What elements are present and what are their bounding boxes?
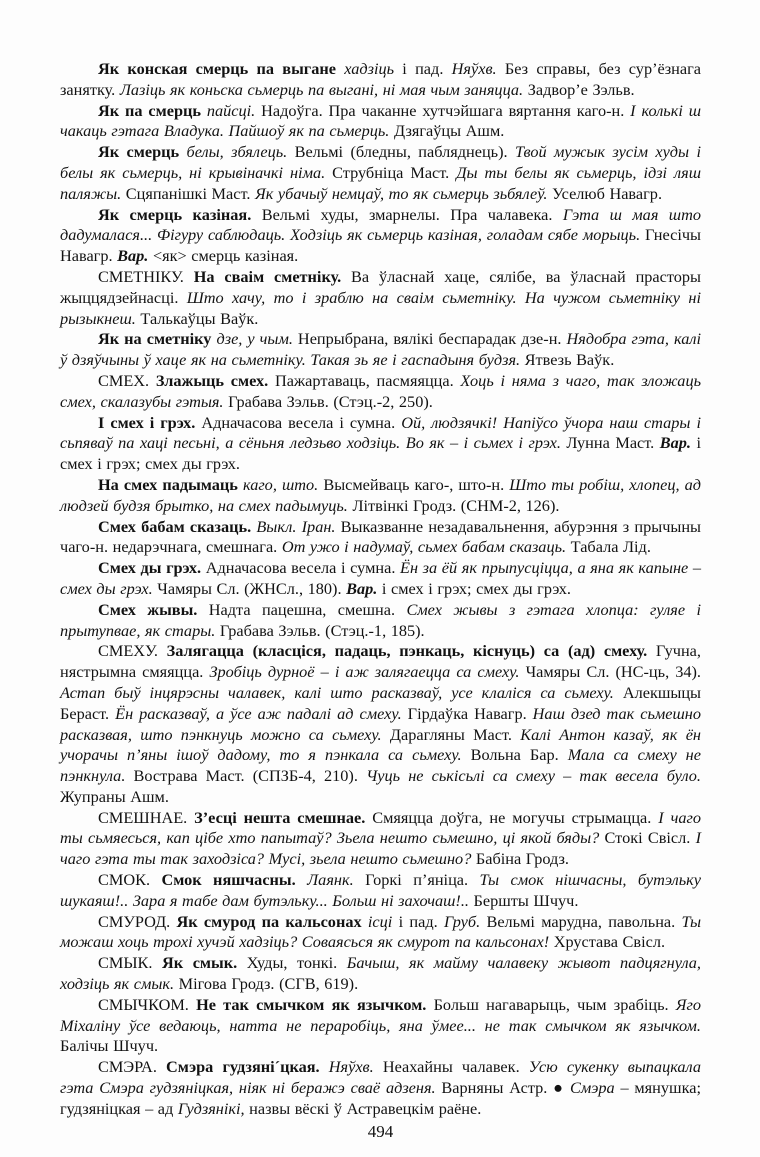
text-segment: Лунна Маст.: [560, 433, 660, 453]
text-segment: Ён за ёй як прыпусціцца, а яна як капыне – смех ды грэх.: [60, 558, 702, 598]
text-segment: Ты можаш хоць трохі хучэй хадзіць? Соваясься як смурот па кальсонах!: [60, 911, 701, 952]
dictionary-entry: [60, 808, 701, 870]
text-segment: Што хачу, то і зраблю на сваім сьметніку. На чужом сьметніку ні рызыкнеш.: [60, 287, 701, 328]
text-segment: Талькаўцы Ваўк.: [135, 308, 259, 328]
text-segment: Алекшыцы Бераст.: [60, 682, 701, 723]
text-segment: СМЕХУ.: [98, 641, 167, 661]
dictionary-entry: [60, 205, 701, 267]
text-segment: Горкі п’яніца.: [353, 870, 480, 890]
text-segment: Выказванне незадавальнення, абурэння з прычыны чаго-н. недарэчнага, смешнага.: [60, 516, 701, 557]
text-segment: белы, збялець.: [186, 142, 288, 162]
text-segment: Варняны Астр. ●: [435, 1078, 570, 1098]
text-segment: І смех і грэх.: [98, 412, 202, 432]
text-segment: Дарагляны Маст.: [381, 724, 521, 744]
text-segment: Смяяцца доўга, не могучы стрымацца.: [372, 807, 659, 827]
dictionary-entry: [60, 142, 701, 204]
text-segment: СМЕХ.: [98, 370, 156, 390]
text-segment: Астап быў інцярэсны чалавек, калі што расказваў, усе клаліся са сьмеху.: [60, 682, 614, 702]
dictionary-entry: [60, 870, 701, 912]
text-segment: Ва ўласнай хаце, сялібе, ва ўласнай прасторы жыццядзейнасці.: [60, 266, 701, 307]
text-segment: Літвінкі Гродз. (СНМ-2, 126).: [347, 495, 560, 515]
text-segment: І колькі ш чакаць гэтага Владука. Пайшоў як па сьмерць.: [60, 100, 702, 141]
text-segment: Вольна Бар.: [461, 745, 568, 765]
text-segment: і пад.: [394, 59, 452, 78]
dictionary-entry: [60, 475, 701, 517]
text-segment: Мала са смеху не пэнкнула.: [60, 745, 701, 786]
text-segment: Як смерць казіная.: [98, 204, 262, 224]
text-segment: Смэра гудзяні´цкая.: [166, 1057, 329, 1077]
text-segment: Неахайны чалавек.: [373, 1057, 529, 1077]
text-segment: Дзягаўцы Ашм.: [389, 121, 505, 141]
text-segment: Нядобра гэта, калі ў дзяўчыны ў хаце як на сьметніку. Такая зь яе і гаспадыня будзя.: [60, 329, 701, 370]
text-segment: Чамяры Сл. (ЖНСл., 180).: [152, 578, 347, 598]
text-segment: Ты смок нішчасны, бутэльку шукаяш!.. Зара я табе дам бутэльку... Больш ні захочаш!..: [60, 870, 702, 910]
text-segment: Адначасова весела і сумна.: [205, 558, 401, 578]
text-segment: Злажыць смех.: [155, 370, 275, 390]
text-segment: Бачыш, як майму чалавеку жывот падцягнула, ходзіць як смык.: [60, 953, 701, 994]
text-segment: Ой, людзячкі! Напіўсо ўчора наш стары і сьпяваў па хаці песьні, а сёньня ледзьво ходзіць. Во як – і сьмех і грэх.: [60, 412, 701, 453]
dictionary-entry: [60, 59, 701, 101]
dictionary-entry: [60, 641, 701, 807]
text-segment: Усю сукенку выпацкала гэта Смэра гудзяніцкая, ніяк ні беражэ сваё адзеня.: [60, 1057, 701, 1098]
text-segment: і пад.: [392, 911, 444, 931]
text-segment: Няўхв.: [451, 59, 497, 78]
text-segment: Наш дзед так сьмешно расказвая, што пэнкнуць можно са сьмеху.: [60, 703, 701, 744]
text-segment: пайсці.: [206, 100, 256, 120]
text-segment: Твой мужык зусім худы і белы як сьмерць, ні крывіначкі німа.: [60, 142, 701, 182]
dictionary-entry: [60, 267, 701, 329]
text-segment: Як па смерць: [98, 100, 207, 120]
text-segment: Задвор’е Зэльв.: [523, 79, 635, 99]
text-segment: Ятвезь Ваўк.: [520, 350, 615, 370]
text-segment: Выкл. Іран.: [256, 516, 336, 536]
text-segment: Лазіць як коньска сьмерць па выгані, ні мая чым заняцца.: [119, 79, 524, 99]
text-segment: Што ты робіш, хлопец, ад людзей будзя брытко, на смех падымуць.: [60, 474, 701, 515]
text-segment: На смех падымаць: [98, 474, 243, 494]
text-segment: Груб.: [443, 911, 481, 931]
text-segment: Зробіць дурноё – і аж залягаецца са смеху.: [209, 662, 520, 682]
text-segment: Вельмі худы, змарнелы. Пра чалавека.: [261, 204, 563, 224]
text-segment: Уселюб Навагр.: [547, 183, 663, 203]
text-segment: Гудзянікі,: [177, 1098, 245, 1118]
text-segment: Гэта ш мая што дадумалася... Фігуру саблюдаць. Ходзіць як сьмерць казіная, голадам сябе морыць.: [60, 204, 701, 245]
text-segment: Стокі Свісл.: [599, 828, 696, 848]
text-segment: Вар.: [346, 578, 378, 598]
text-segment: Надоўга. Пра чаканне хутчэйшага вяртання каго-н.: [255, 100, 631, 120]
text-segment: Гнесічы Навагр.: [60, 225, 701, 266]
text-segment: СМЫЧКОМ.: [98, 994, 197, 1014]
dictionary-entry: [60, 995, 701, 1057]
dictionary-entry: [60, 329, 701, 371]
text-segment: і смех і грэх; смех ды грэх.: [60, 433, 701, 474]
text-segment: Мігова Гродз. (СГВ, 619).: [174, 974, 359, 994]
dictionary-entry: [60, 101, 701, 143]
text-segment: Вар.: [659, 433, 691, 453]
text-segment: Смэра: [569, 1078, 615, 1098]
dictionary-entry: [60, 517, 701, 559]
text-segment: Хоць і няма з чаго, так зложаць смех, скалазубы гэтыя.: [60, 370, 701, 411]
text-segment: Ён расказваў, а ўсе аж падалі ад смеху.: [115, 703, 402, 723]
dictionary-entry: [60, 953, 701, 995]
text-segment: Як убачыў немцаў, то як сьмерць зьбялеў.: [255, 183, 548, 203]
text-segment: Непрыбрана, вялікі беспарадак дзе-н.: [292, 329, 567, 349]
dictionary-entry: [60, 413, 701, 475]
text-segment: Смех жывы з гэтага хлопца: гуляе і прытупвае, як стары.: [60, 599, 702, 640]
text-segment: Як смык.: [162, 953, 247, 973]
text-segment: СМЭРА.: [98, 1057, 167, 1077]
text-segment: Адначасова весела і сумна.: [201, 412, 402, 432]
page-number: 494: [367, 1121, 394, 1141]
dictionary-entry: [60, 912, 701, 954]
text-segment: Вельмі (бледны, пабляднець).: [287, 142, 515, 162]
text-segment: Грабава Зэльв. (Стэц.-1, 185).: [215, 620, 425, 640]
text-segment: Худы, тонкі.: [246, 953, 347, 973]
text-segment: Надта пацешна, смешна.: [208, 599, 407, 619]
text-segment: <як> смерць казіная.: [148, 246, 299, 266]
text-segment: Пажартаваць, пасмяяцца.: [274, 370, 461, 390]
text-segment: Як конская смерць па выгане: [98, 59, 345, 78]
text-segment: Смех жывы.: [98, 599, 209, 619]
dictionary-entry: [60, 558, 701, 600]
text-segment: Табала Лід.: [566, 537, 651, 557]
text-segment: Лаянк.: [307, 870, 354, 890]
text-segment: ісці: [367, 911, 393, 931]
text-segment: дзе, у чым.: [216, 329, 293, 349]
text-segment: Балічы Шчуч.: [60, 1036, 159, 1056]
text-segment: СМЫК.: [98, 953, 163, 973]
text-segment: і смех і грэх; смех ды грэх.: [377, 578, 571, 598]
text-segment: СМОК.: [98, 870, 162, 890]
text-segment: Як на сметніку: [98, 329, 217, 349]
text-segment: – мянушка; гудзяніцкая – ад: [60, 1078, 701, 1118]
text-segment: Струбніца Маст.: [325, 162, 457, 182]
text-segment: Без справы, без сур’ёзнага занятку.: [60, 59, 702, 99]
text-segment: Вар.: [117, 246, 149, 266]
text-segment: Гучна, нястрымна смяяцца.: [60, 641, 701, 682]
text-segment: СМЕТНІКУ.: [98, 266, 194, 286]
text-segment: Жупраны Ашм.: [60, 786, 169, 806]
text-segment: СМЕШНАЕ.: [98, 807, 195, 827]
page-body: [60, 59, 701, 1120]
text-segment: Вострава Маст. (СПЗБ-4, 210).: [125, 766, 367, 786]
text-segment: Залягацца (класціся, падаць, пэнкаць, кіснуць) са (ад) смеху.: [166, 641, 656, 661]
text-segment: Высмейваць каго-, што-н.: [318, 474, 510, 494]
text-segment: Смех ды грэх.: [98, 558, 206, 578]
text-segment: Смех бабам сказаць.: [98, 516, 257, 536]
text-segment: Смок няшчасны.: [161, 870, 308, 890]
text-segment: І чаго ты сьмяесься, кап цібе хто папытаў? Зьела нешто сьмешно, ці якой бяды?: [60, 807, 701, 848]
text-segment: Бершты Шчуч.: [468, 890, 579, 910]
text-segment: І чаго гэта ты так заходзіса? Мусі, зьела нешто сьмешно?: [60, 828, 702, 869]
text-segment: Як смурод па кальсонах: [176, 911, 368, 931]
text-segment: Больш нагаварыць, чым зрабіць.: [433, 994, 676, 1014]
text-segment: Ды ты белы як сьмерць, ідзі ляш паляжы.: [60, 162, 701, 203]
text-segment: Бабіна Гродз.: [471, 849, 569, 869]
text-segment: От ужо і надумаў, сьмех бабам сказаць.: [281, 537, 567, 557]
text-segment: З’есці нешта смешнае.: [194, 807, 373, 827]
dictionary-entry: [60, 1057, 701, 1119]
text-segment: Грабава Зэльв. (Стэц.-2, 250).: [223, 391, 433, 411]
text-segment: Чуць не ськісьлі са смеху – так весела було.: [366, 766, 701, 786]
text-segment: На сваім сметніку.: [193, 266, 352, 286]
text-segment: Яго Міхаліну ўсе ведаюць, натта не пераробіць, яна ўмее... не так смычком як язычком.: [60, 994, 701, 1035]
text-segment: каго, што.: [242, 474, 319, 494]
text-segment: Калі Антон казаў, як ён учорачы п’яны ішоў дадому, то я пэнкала са сьмеху.: [60, 724, 701, 765]
text-segment: Вельмі марудна, павольна.: [480, 911, 682, 931]
text-segment: Няўхв.: [328, 1057, 374, 1077]
text-segment: Хрустава Свісл.: [549, 932, 666, 952]
text-segment: Не так смычком як язычком.: [196, 994, 434, 1014]
text-segment: хадзіць: [344, 59, 395, 78]
text-segment: назвы вёскі ў Астравецкім раёне.: [244, 1098, 482, 1118]
dictionary-entry: [60, 371, 701, 413]
text-segment: Як смерць: [98, 142, 187, 162]
text-segment: СМУРОД.: [98, 911, 177, 931]
text-segment: Сцяпанішкі Маст.: [121, 183, 256, 203]
dictionary-entry: [60, 600, 701, 642]
text-segment: Чамяры Сл. (НС-ць, 34).: [519, 662, 701, 682]
text-segment: Гірдаўка Навагр.: [401, 703, 533, 723]
